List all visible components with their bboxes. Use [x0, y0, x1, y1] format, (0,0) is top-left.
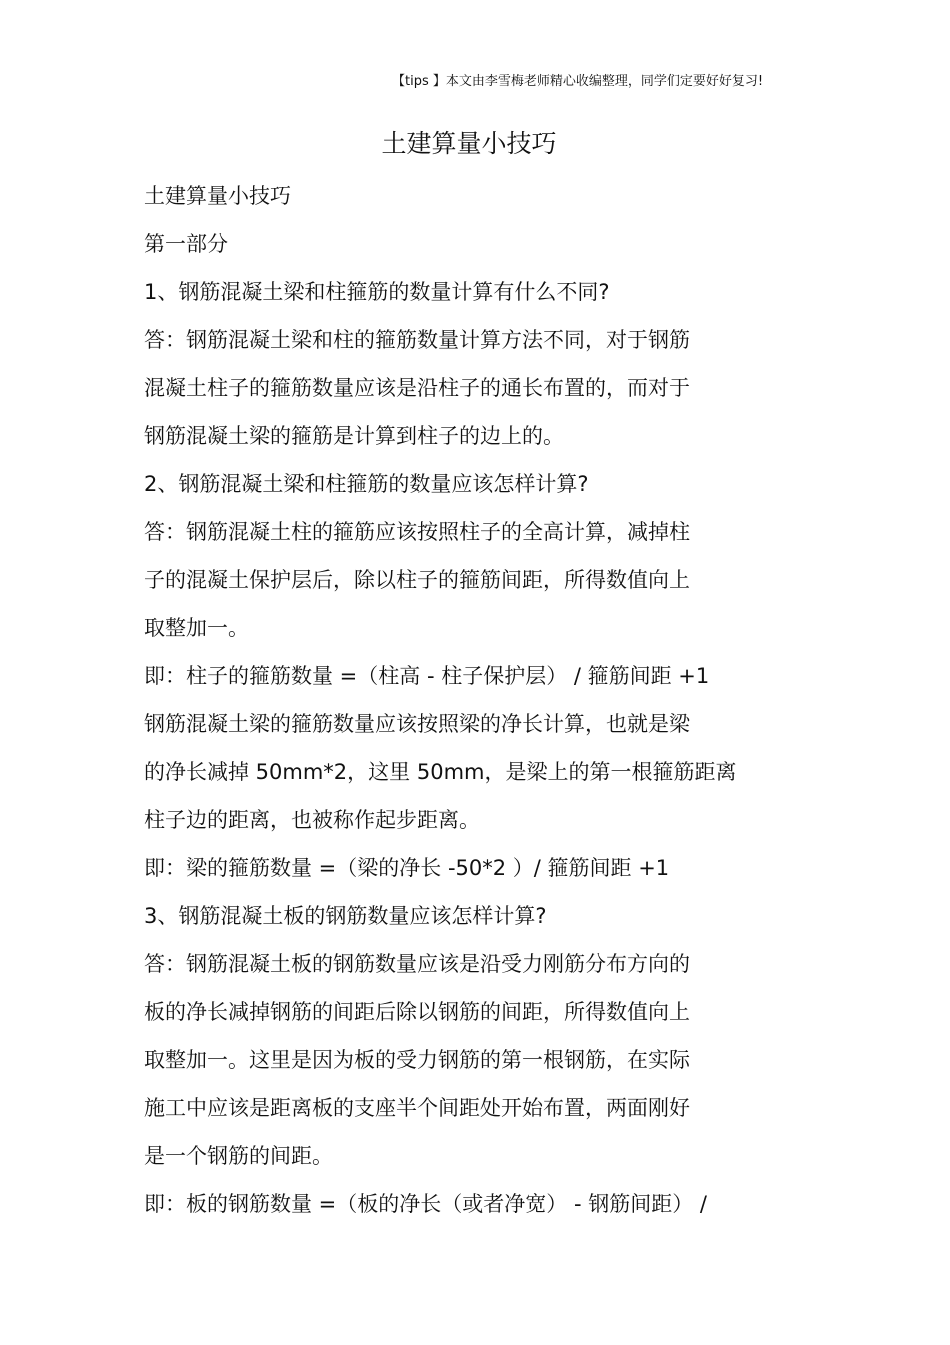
question-2: 2、钢筋混凝土梁和柱箍筋的数量应该怎样计算?	[144, 472, 589, 496]
formula-slab-rebar: 即：板的钢筋数量 =（板的净长（或者净宽） - 钢筋间距） /	[144, 1192, 707, 1216]
answer-3-line-5: 是一个钢筋的间距。	[144, 1144, 333, 1168]
subtitle-line: 土建算量小技巧	[144, 184, 291, 208]
answer-2-line-6: 柱子边的距离，也被称作起步距离。	[144, 808, 480, 832]
answer-2-line-2: 子的混凝土保护层后，除以柱子的箍筋间距，所得数值向上	[144, 568, 690, 592]
answer-2-line-1: 答：钢筋混凝土柱的箍筋应该按照柱子的全高计算，减掉柱	[144, 520, 690, 544]
answer-2-line-4: 钢筋混凝土梁的箍筋数量应该按照梁的净长计算，也就是梁	[144, 712, 690, 736]
answer-3-line-3: 取整加一。这里是因为板的受力钢筋的第一根钢筋，在实际	[144, 1048, 690, 1072]
answer-1-line-2: 混凝土柱子的箍筋数量应该是沿柱子的通长布置的，而对于	[144, 376, 690, 400]
answer-3-line-4: 施工中应该是距离板的支座半个间距处开始布置，两面刚好	[144, 1096, 690, 1120]
section-heading: 第一部分	[144, 232, 228, 256]
header-note: 【tips 】本文由李雪梅老师精心收编整理，同学们定要好好复习!	[392, 74, 764, 89]
question-3: 3、钢筋混凝土板的钢筋数量应该怎样计算?	[144, 904, 547, 928]
answer-3-line-2: 板的净长减掉钢筋的间距后除以钢筋的间距，所得数值向上	[144, 1000, 690, 1024]
answer-2-line-5: 的净长减掉 50mm*2，这里 50mm，是梁上的第一根箍筋距离	[144, 760, 737, 784]
answer-1-line-1: 答：钢筋混凝土梁和柱的箍筋数量计算方法不同，对于钢筋	[144, 328, 690, 352]
page-title: 土建算量小技巧	[381, 129, 557, 158]
formula-beam-stirrups: 即：梁的箍筋数量 =（梁的净长 -50*2 ）/ 箍筋间距 +1	[144, 856, 670, 880]
answer-1-line-3: 钢筋混凝土梁的箍筋是计算到柱子的边上的。	[144, 424, 564, 448]
formula-column-stirrups: 即：柱子的箍筋数量 =（柱高 - 柱子保护层） / 箍筋间距 +1	[144, 664, 710, 688]
answer-2-line-3: 取整加一。	[144, 616, 249, 640]
question-1: 1、钢筋混凝土梁和柱箍筋的数量计算有什么不同?	[144, 280, 610, 304]
answer-3-line-1: 答：钢筋混凝土板的钢筋数量应该是沿受力刚筋分布方向的	[144, 952, 690, 976]
